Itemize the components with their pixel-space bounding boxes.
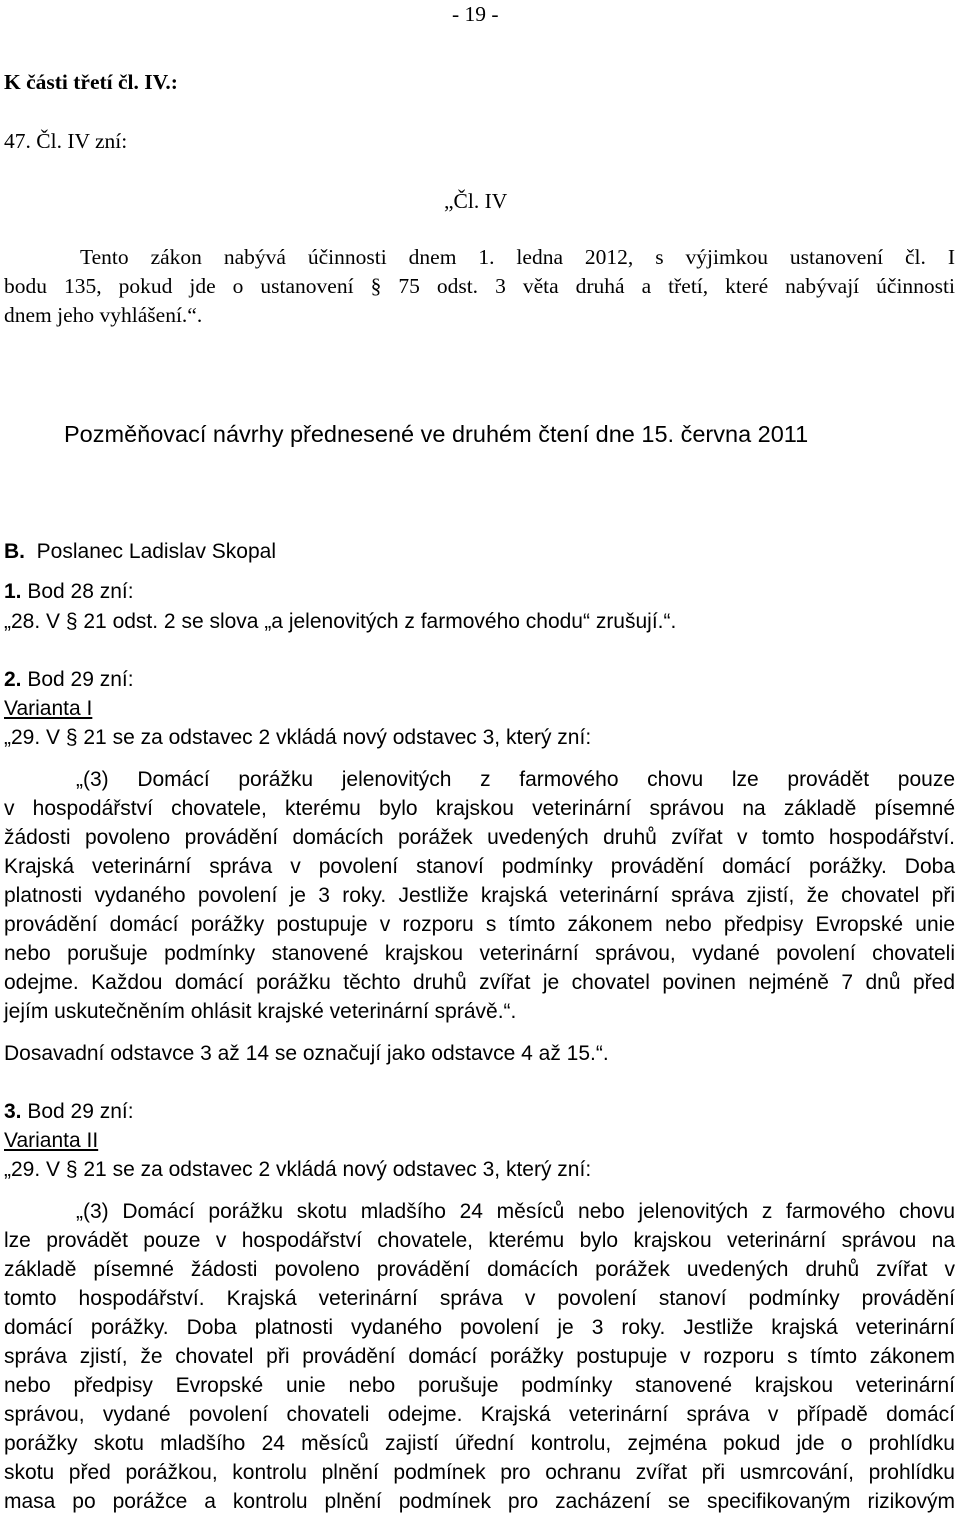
point-2-renumber: Dosavadní odstavce 3 až 14 se označují jako odstavce 4 až 15.“. — [4, 1042, 609, 1065]
point-1-text: „28. V § 21 odst. 2 se slova „a jelenovitých z farmového chodu“ zrušují.“. — [4, 610, 677, 633]
point-3-paragraph-line: správou, vydané povolení chovateli odejme. Krajská veterinární správa v případě domácí — [4, 1403, 955, 1426]
point-3-title: Bod 29 zní: — [27, 1100, 134, 1123]
item-47-heading: 47. Čl. IV zní: — [4, 129, 128, 153]
page-number: - 19 - — [452, 2, 499, 26]
article-body-line: Tento zákon nabývá účinnosti dnem 1. ledna 2012, s výjimkou ustanovení čl. I — [80, 245, 955, 269]
point-3-paragraph-line: nebo předpisy Evropské unie nebo porušuje podmínky stanovené krajskou veterinární — [4, 1374, 955, 1397]
point-2-number: 2. — [4, 668, 22, 691]
section-heading: K části třetí čl. IV.: — [4, 70, 178, 94]
point-3-number: 3. — [4, 1100, 22, 1123]
deputy-name: Poslanec Ladislav Skopal — [36, 540, 276, 563]
point-2-paragraph-line: nebo porušuje podmínky stanovené krajskou veterinární správou, vydané povolení chovateli — [4, 942, 955, 965]
point-2-paragraph-line: v hospodářství chovatele, kterému bylo krajskou veterinární správou na základě písemné — [4, 797, 955, 820]
point-3-paragraph-line: správa zjistí, že chovatel při provádění domácí porážky postupuje v rozporu s tímto zákonem — [4, 1345, 955, 1368]
point-2-paragraph-line: „(3) Domácí porážku jelenovitých z farmového chovu lze provádět pouze — [76, 768, 955, 791]
point-3-paragraph-line: porážky skotu mladšího 24 měsíců zajistí úřední kontrolu, zejména pokud jde o prohlídku — [4, 1432, 955, 1455]
point-3-paragraph-line: masa po porážce a kontrolu plnění podmínek pro zacházení se specifikovaným rizikovým — [4, 1490, 955, 1513]
point-3-paragraph-line: tomto hospodářství. Krajská veterinární správa v povolení stanoví podmínky provádění — [4, 1287, 955, 1310]
point-2-paragraph-line: provádění domácí porážky postupuje v rozporu s tímto zákonem nebo předpisy Evropské unie — [4, 913, 955, 936]
point-2-variant: Varianta I — [4, 697, 93, 720]
point-3-variant: Varianta II — [4, 1129, 99, 1152]
article-body-line: dnem jeho vyhlášení.“. — [4, 303, 203, 327]
article-body-line: bodu 135, pokud jde o ustanovení § 75 odst. 3 věta druhá a třetí, které nabývají účinnosti — [4, 274, 955, 298]
deputy-heading — [4, 538, 276, 567]
point-3-paragraph-line: základě písemné žádosti povoleno provádění domácích porážek uvedených druhů zvířat v — [4, 1258, 955, 1281]
proposals-title: Pozměňovací návrhy přednesené ve druhém čtení dne 15. června 2011 — [64, 421, 809, 447]
point-2-heading — [4, 666, 134, 695]
deputy-letter: B. — [4, 540, 25, 563]
point-2-paragraph-line: platnosti vydaného povolení je 3 roky. Jestliže krajská veterinární správa zjistí, že chovatel při — [4, 884, 955, 907]
point-2-paragraph-line: Krajská veterinární správa v povolení stanoví podmínky provádění domácí porážky. Doba — [4, 855, 955, 878]
point-3-paragraph-line: lze provádět pouze v hospodářství chovatele, kterému bylo krajskou veterinární správou na — [4, 1229, 955, 1252]
point-2-intro: „29. V § 21 se za odstavec 2 vkládá nový odstavec 3, který zní: — [4, 726, 592, 749]
point-3-intro: „29. V § 21 se za odstavec 2 vkládá nový odstavec 3, který zní: — [4, 1158, 592, 1181]
point-3-paragraph-line: „(3) Domácí porážku skotu mladšího 24 měsíců nebo jelenovitých z farmového chovu — [76, 1200, 955, 1223]
point-2-title: Bod 29 zní: — [27, 668, 134, 691]
point-1-heading — [4, 578, 134, 607]
point-2-paragraph-line: žádosti povoleno provádění domácích porážek uvedených druhů zvířat v tomto hospodářství. — [4, 826, 955, 849]
point-2-paragraph-line: jejím uskutečněním ohlásit krajské veterinární správě.“. — [4, 1000, 517, 1023]
point-1-title: Bod 28 zní: — [27, 580, 134, 603]
point-2-paragraph-line: odejme. Každou domácí porážku těchto druhů zvířat je chovatel povinen nejméně 7 dnů před — [4, 971, 955, 994]
point-3-paragraph-line: domácí porážky. Doba platnosti vydaného povolení je 3 roky. Jestliže krajská veterinární — [4, 1316, 955, 1339]
point-1-number: 1. — [4, 580, 22, 603]
point-3-paragraph-line: skotu před porážkou, kontrolu plnění podmínek pro ochranu zvířat při usmrcování, prohlídku — [4, 1461, 955, 1484]
point-3-heading — [4, 1098, 134, 1127]
article-title: „Čl. IV — [444, 189, 508, 213]
